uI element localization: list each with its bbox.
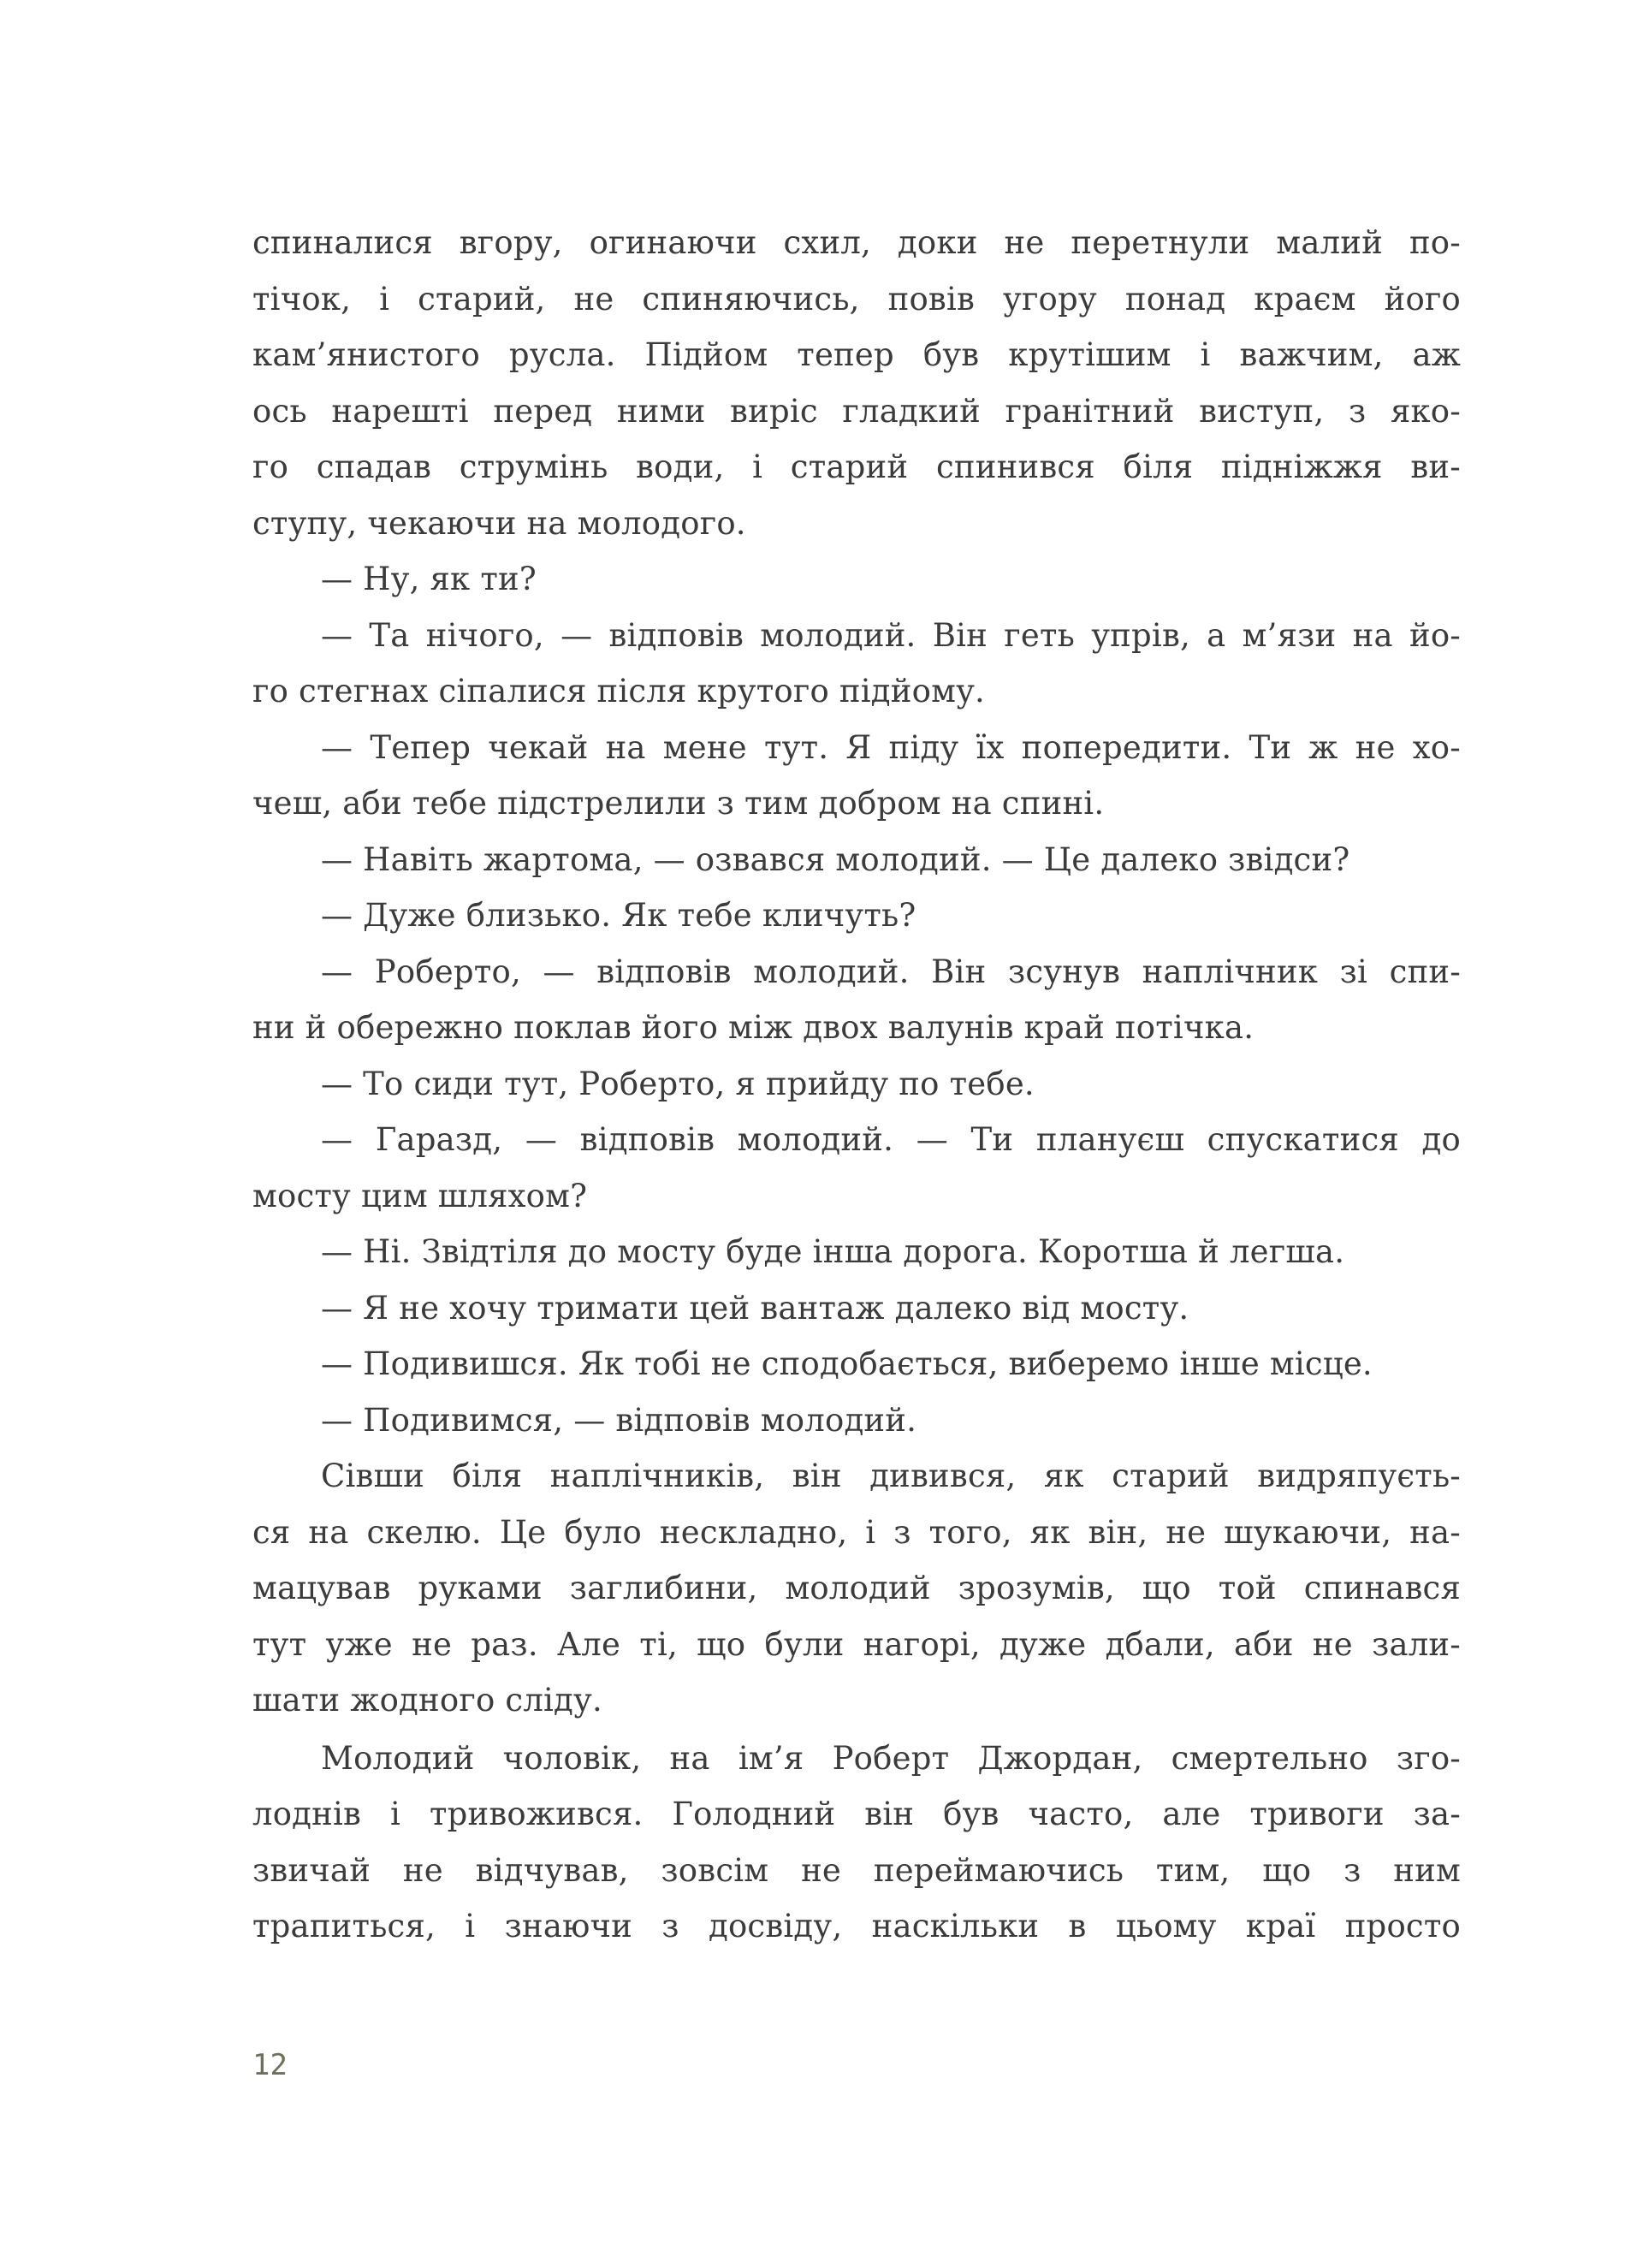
text-line: — Дуже близько. Як тебе кличуть? (321, 897, 916, 934)
text-line: кам’янистого русла. Підйом тепер був крутішим і важчим, аж (252, 336, 1461, 373)
text-line: Молодий чоловік, на ім’я Роберт Джордан, смертельно зго- (321, 1739, 1461, 1777)
text-line: чеш, аби тебе підстрелили з тим добром на спині. (252, 785, 1105, 822)
text-line: — То сиди тут, Роберто, я прийду по тебе. (321, 1065, 1035, 1102)
text-line: ни й обережно поклав його між двох валунів край потічка. (252, 1009, 1254, 1046)
text-line: мацував руками заглибини, молодий зрозумів, що той спинався (252, 1570, 1461, 1606)
text-line: Сівши біля наплічників, він дивився, як старий видряпуєть- (321, 1458, 1461, 1494)
text-line: — Я не хочу тримати цей вантаж далеко від мосту. (321, 1289, 1189, 1327)
text-line: лоднів і тривожився. Голодний він був часто, але тривоги за- (252, 1796, 1461, 1832)
text-line: ось нарешті перед ними виріс гладкий гранітний виступ, з яко- (252, 392, 1461, 430)
text-line: спиналися вгору, огинаючи схил, доки не перетнули малий по- (252, 224, 1461, 261)
text-line: — Роберто, — відповів молодий. Він зсунув наплічник зі спи- (321, 953, 1461, 990)
page-number: 12 (252, 2048, 288, 2082)
text-line: го спадав струмінь води, і старий спинився біля підніжжя ви- (252, 448, 1461, 485)
text-line: звичай не відчував, зовсім не переймаючись тим, що з ним (252, 1851, 1461, 1889)
text-line: трапиться, і знаючи з досвіду, наскільки в цьому краї просто (252, 1908, 1461, 1944)
text-line: — Тепер чекай на мене тут. Я піду їх попередити. Ти ж не хо- (321, 728, 1461, 766)
text-line: тут уже не раз. Але ті, що були нагорі, дуже дбали, аби не зали- (252, 1625, 1461, 1663)
text-line: мосту цим шляхом? (252, 1177, 588, 1214)
text-line: шати жодного сліду. (252, 1682, 602, 1719)
body-text (252, 215, 1461, 1955)
text-line: — Подивимся, — відповів молодий. (321, 1401, 917, 1439)
text-line: го стегнах сіпалися після крутого підйому. (252, 673, 986, 709)
text-line: ся на скелю. Це було нескладно, і з того, як він, не шукаючи, на- (252, 1513, 1461, 1551)
text-line: — Та нічого, — відповів молодий. Він геть упрів, а м’язи на йо- (321, 616, 1461, 654)
text-line: — Ну, як ти? (321, 561, 537, 597)
text-line: — Ні. Звідтіля до мосту буде інша дорога. Коротша й легша. (321, 1233, 1345, 1270)
text-line: — Подивишся. Як тобі не сподобається, виберемо інше місце. (321, 1345, 1373, 1382)
text-line: — Гаразд, — відповів молодий. — Ти плануєш спускатися до (321, 1121, 1461, 1158)
text-line: ступу, чекаючи на молодого. (252, 504, 746, 542)
text-line: тічок, і старий, не спиняючись, повів угору понад краєм його (252, 280, 1461, 318)
text-line: — Навіть жартома, — озвався молодий. — Це далеко звідси? (321, 840, 1350, 878)
